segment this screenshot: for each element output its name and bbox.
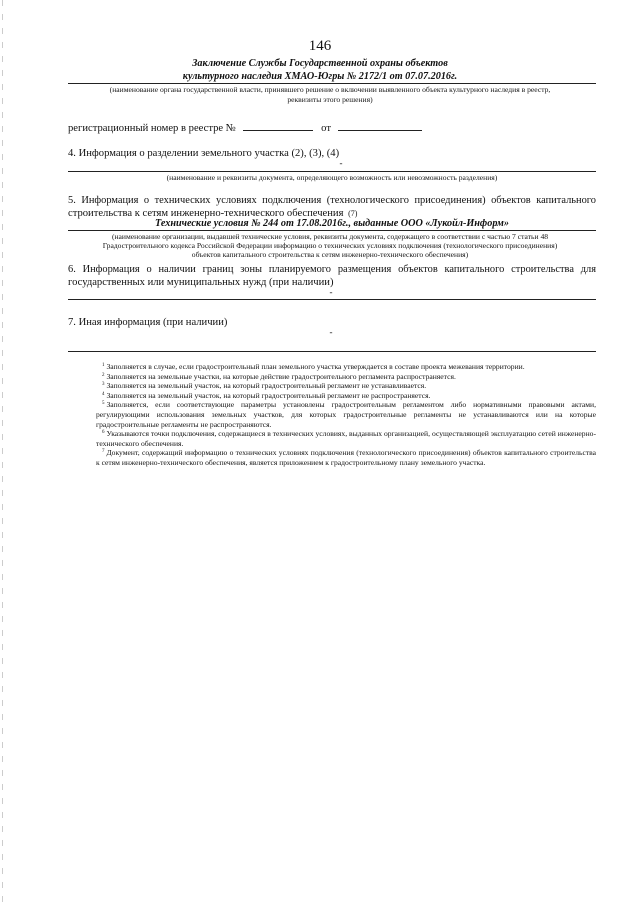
registry-number-blank (243, 120, 313, 131)
section5-text-line-1: 5. Информация о технических условиях подключения (технологического присоединения) объектов капитального (68, 195, 596, 206)
section6-text-line-2: государственных или муниципальных нужд (при наличии) (68, 277, 334, 288)
footnote-7: $^7$ Документ, содержащий информацию о технических условиях подключения (технологического присоединения) объектов капитального строительства к сетям инженерно-технического обеспечения, является приложением к градостроительному плану земельного участка. (96, 448, 596, 467)
footnote-3: $^3$ Заполняется на земельный участок, на который градостроительный регламент не устанавливается. (102, 381, 427, 391)
section7-value: - (329, 327, 333, 337)
section6-text-line-1: 6. Информация о наличии границ зоны планируемого размещения объектов капитального строительства для (68, 264, 596, 275)
registry-label: регистрационный номер в реестре № (68, 123, 236, 134)
conclusion-line-2: культурного наследия ХМАО-Югры № 2172/1 от 07.07.2016г. (182, 71, 458, 82)
registry-date-blank (338, 120, 422, 131)
section5-note-line-1: (наименование организации, выдавшей технические условия, реквизиты документа, содержащего в соответствии с частью 7 статьи 48 (111, 232, 549, 241)
footnote-6: $^6$ Указываются точки подключения, содержащиеся в технических условиях, выданных организацией, осуществляющей эксплуатацию сетей инженерно-технического обеспечения. (96, 429, 596, 448)
section5-note-line-2: Градостроительного кодекса Российской Федерации информацию о технических условиях подключения (технологического присоединения) (102, 241, 558, 250)
section6-value: - (329, 287, 333, 297)
section4-title: 4. Информация о разделении земельного участка (2), (3), (4) (68, 148, 340, 159)
organ-note-line-1: (наименование органа государственной власти, принявшего решение о включении выявленного объекта культурного наследия в реестр, (109, 85, 551, 94)
organ-note-line-2: реквизиты этого решения) (287, 95, 373, 104)
footnote-5: $^5$ Заполняется, если соответствующие параметры установлены градостроительным регламентом либо нормативными правовыми актами, регулирующими использования земельных участков, для которых градостроительные регламенты не устанавливаются или на которые градостроительные регламенты не распространяются. (96, 400, 596, 429)
registry-from-label: от (321, 123, 331, 134)
conclusion-line-1: Заключение Службы Государственной охраны объектов (192, 58, 448, 69)
footnote-4: $^4$ Заполняется на земельный участок, на который градостроительный регламент не распространяется. (102, 390, 431, 400)
page-number: 146 (308, 38, 332, 54)
section5-text-line-2: строительства к сетям инженерно-технического обеспечения (68, 208, 344, 219)
section6-underline (68, 299, 596, 300)
section4-note: (наименование и реквизиты документа, определяющего возможность или невозможность разделения) (166, 173, 498, 182)
conclusion-underline (68, 83, 596, 84)
footnotes-block (96, 362, 596, 468)
footnote-2: $^2$ Заполняется на земельные участки, на которые действие градостроительного регламента распространяется. (102, 371, 456, 381)
section5-value: Технические условия № 244 от 17.08.2016г., выданные ООО «Лукойл-Информ» (155, 218, 509, 229)
section5-underline (68, 230, 596, 231)
section7-underline (68, 351, 596, 352)
section4-underline (68, 171, 596, 172)
scan-left-edge (2, 0, 3, 905)
footnote-1: $^1$ Заполняется в случае, если градостроительный план земельного участка утверждается в составе проекта межевания территории. (102, 362, 525, 371)
section5-footnote-ref: (7) (348, 209, 358, 218)
registry-row (68, 120, 422, 135)
section4-value: - (339, 158, 343, 168)
section5-note-line-3: объектов капитального строительства к сетям инженерно-технического обеспечения) (191, 250, 469, 259)
section7-title: 7. Иная информация (при наличии) (68, 317, 228, 328)
